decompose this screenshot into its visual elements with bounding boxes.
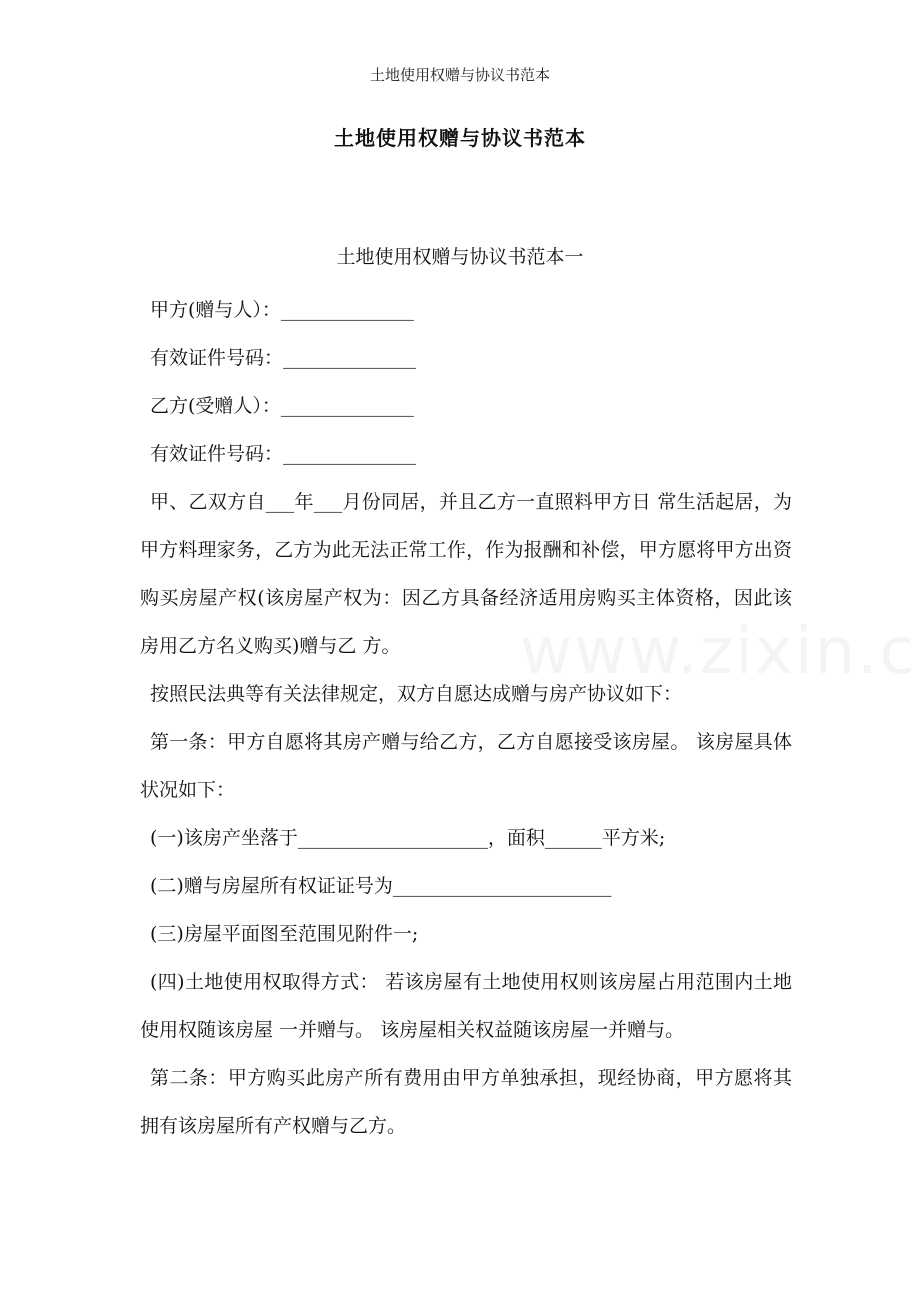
item-two-certificate: (二)赠与房屋所有权证证号为_______________________ xyxy=(150,875,612,897)
legal-basis-paragraph: 按照民法典等有关法律规定，双方自愿达成赠与房产协议如下： xyxy=(150,683,683,705)
article-one-paragraph: 第一条：甲方自愿将其房产赠与给乙方，乙方自愿接受该房屋。 该房屋具体状况如下： xyxy=(140,731,792,801)
document-title: 土地使用权赠与协议书范本 xyxy=(334,126,586,150)
party-a-line: 甲方(赠与人）：______________ xyxy=(150,299,414,321)
article-two-paragraph: 第二条：甲方购买此房产所有费用由甲方单独承担，现经协商，甲方愿将其拥有该房屋所有产权赠与乙方。 xyxy=(140,1067,792,1137)
party-b-id-line: 有效证件号码：______________ xyxy=(150,443,417,465)
item-four-land-use: (四)土地使用权取得方式： 若该房屋有土地使用权则该房屋占用范围内土地使用权随该房屋 一并赠与。 该房屋相关权益随该房屋一并赠与。 xyxy=(140,971,792,1041)
item-one-location: (一)该房产坐落于____________________，面积______平方米; xyxy=(150,827,666,849)
item-three-floorplan: (三)房屋平面图至范围见附件一; xyxy=(150,923,419,945)
running-header: 土地使用权赠与协议书范本 xyxy=(369,66,550,84)
party-b-line: 乙方(受赠人）：______________ xyxy=(150,395,414,417)
section-title: 土地使用权赠与协议书范本一 xyxy=(336,246,584,268)
document-body xyxy=(140,286,792,1150)
background-paragraph: 甲、乙双方自___年___月份同居，并且乙方一直照料甲方日 常生活起居，为甲方料理家务，乙方为此无法正常工作，作为报酬和补偿，甲方愿将甲方出资购买房屋产权(该房屋产权为：因乙方具备经济适用房购买主体资格，因此该房用乙方名义购买)赠与乙 方。 xyxy=(140,491,792,657)
party-a-id-line: 有效证件号码：______________ xyxy=(150,347,417,369)
